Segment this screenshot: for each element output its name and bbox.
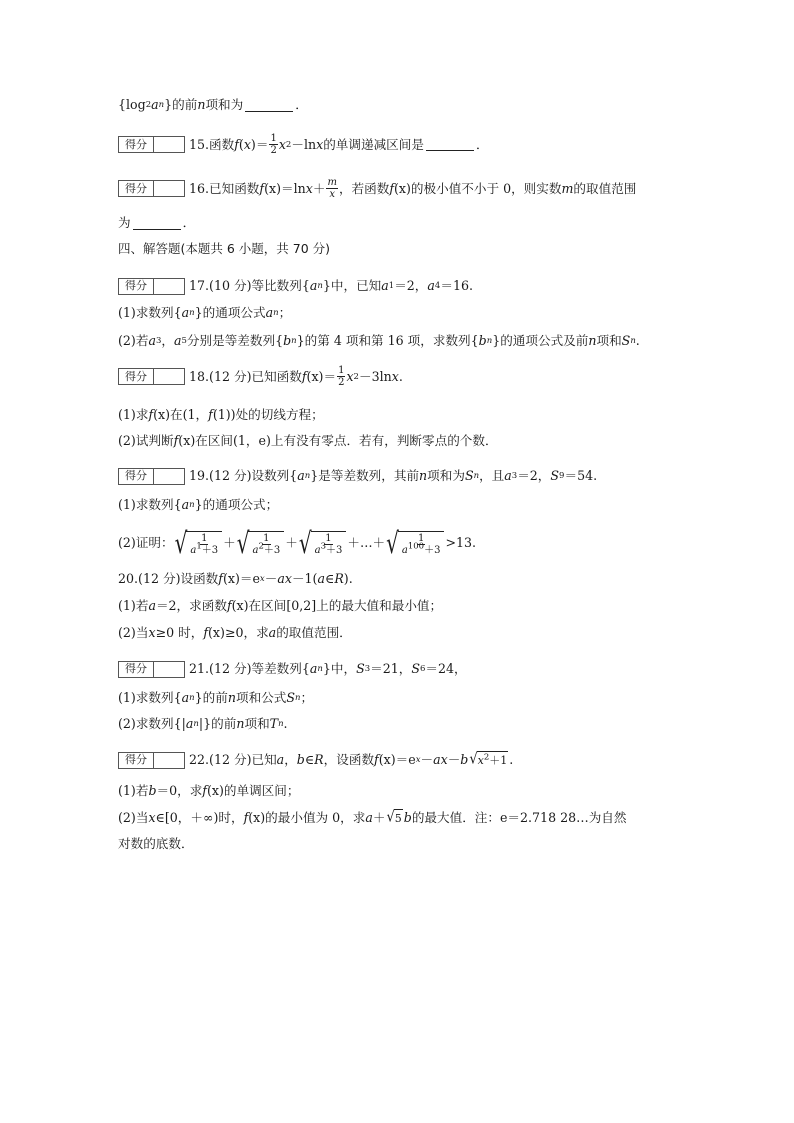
question-21-part1: (1)求数列{ a n }的前 n 项和公式 S n ； (118, 690, 314, 705)
question-21-part2: (2)求数列{| a n |}的前 n 项和 T n . (118, 716, 288, 731)
question-15: 得分 15.函数 f ( x )＝ $\frac{1}{2}$ x 2 －ln x 的单调递减区间是 ． (118, 133, 489, 156)
score-box[interactable]: 得分 (118, 661, 185, 678)
question-17-part2: (2)若 a 3 ， a 5 分别是等差数列{ b n }的第 4 项和第 16 项，求数列{ b n }的通项公式及前 n 项和 S n . (118, 333, 640, 348)
question-22-part2: (2)当 x ∈[0，＋∞)时， f (x)的最小值为 0，求 a ＋ √ 5 b 的最大值．注：e＝2.718 28…为自然 (118, 808, 627, 827)
question-16-cont: 为 ． (118, 215, 196, 230)
question-22-part1: (1)若 b ＝0，求 f (x)的单调区间； (118, 783, 300, 798)
score-box[interactable]: 得分 (118, 136, 185, 153)
question-17-part1: (1)求数列{ a n }的通项公式 a n ； (118, 305, 292, 320)
question-20: 20.(12 分)设函数 f (x)＝e x － ax －1( a ∈ R ). (118, 571, 353, 586)
sqrt-term: √ $\frac{1}{a^1+3}$ (175, 531, 223, 556)
question-16: 得分 16.已知函数 f (x)＝ln x ＋ $\frac{m}{x}$ ，若函数 f (x)的极小值不小于 0，则实数 m 的取值范围 (118, 177, 636, 200)
sqrt-term: √ $\frac{1}{a^2+3}$ (237, 531, 285, 556)
score-box[interactable]: 得分 (118, 278, 185, 295)
question-17: 得分 17.(10 分)等比数列{ a n }中，已知 a 1 ＝2， a 4 ＝16. (118, 277, 473, 295)
answer-blank[interactable] (245, 99, 293, 112)
q14-tail-line: {log 2 a n }的前 n 项和为 ． (118, 97, 308, 112)
answer-blank[interactable] (426, 138, 474, 151)
question-18: 得分 18.(12 分)已知函数 f (x)＝ $\frac{1}{2}$ x 2 －3ln x . (118, 365, 403, 388)
fraction: $\frac{1}{2}$ (338, 365, 345, 388)
question-21: 得分 21.(12 分)等差数列{ a n }中， S 3 ＝21， S 6 ＝24， (118, 660, 467, 678)
sqrt-term: √ $\frac{1}{a^{100}+3}$ (386, 531, 444, 556)
question-22-cont: 对数的底数． (118, 836, 194, 851)
score-box[interactable]: 得分 (118, 180, 185, 197)
question-20-part1: (1)若 a ＝2，求函数 f (x)在区间[0,2]上的最大值和最小值； (118, 598, 443, 613)
score-box[interactable]: 得分 (118, 468, 185, 485)
question-20-part2: (2)当 x ≥0 时， f (x)≥0，求 a 的取值范围． (118, 625, 352, 640)
sqrt-term: √ 5 (386, 808, 402, 827)
sqrt-term: √ $x^2+1$ (469, 750, 508, 769)
score-box[interactable]: 得分 (118, 752, 185, 769)
question-19: 得分 19.(12 分)设数列{ a n }是等差数列，其前 n 项和为 S n ，且 a 3 ＝2， S 9 ＝54. (118, 467, 597, 485)
question-19-part1: (1)求数列{ a n }的通项公式； (118, 497, 279, 512)
question-19-part2: (2)证明： √ $\frac{1}{a^1+3}$ ＋ √ $\frac{1}{a^2+3}$ ＋ √ $\frac{1}{a^3+3}$ ＋…＋ √ $\frac{1}{a^{100}+3}$ >13. (118, 525, 477, 561)
question-22: 得分 22.(12 分)已知 a ， b ∈ R ，设函数 f (x)＝e x － ax － b √ $x^2+1$ . (118, 750, 513, 770)
sqrt-term: √ $\frac{1}{a^3+3}$ (299, 531, 347, 556)
question-18-part1: (1)求 f (x)在(1， f (1))处的切线方程； (118, 407, 324, 422)
fraction: $\frac{1}{2}$ (270, 133, 277, 156)
section-heading: 四、解答题(本题共 6 小题，共 70 分) (118, 241, 331, 256)
score-box[interactable]: 得分 (118, 368, 185, 385)
question-18-part2: (2)试判断 f (x)在区间(1，e)上有没有零点．若有，判断零点的个数． (118, 433, 498, 448)
answer-blank[interactable] (133, 217, 181, 230)
fraction: $\frac{m}{x}$ (327, 177, 337, 200)
